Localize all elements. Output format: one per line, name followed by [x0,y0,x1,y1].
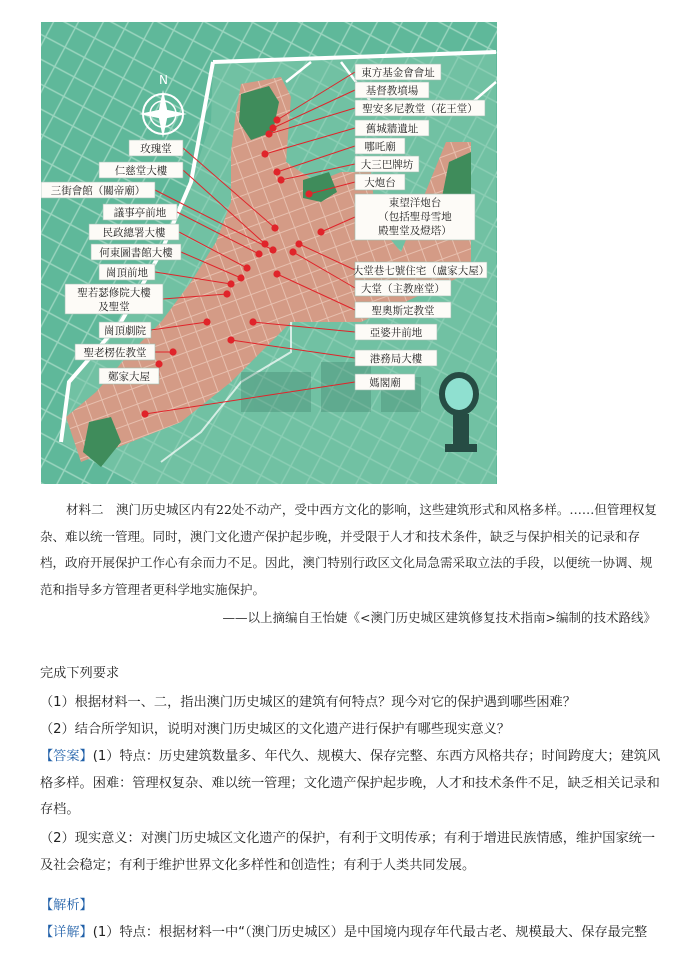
place-label-text: 大炮台 [364,177,396,189]
place-label-text: 舊城牆遺址 [365,123,419,135]
place-marker [261,150,268,157]
place-marker [243,264,250,271]
place-marker [227,280,234,287]
place-label-text: 仁慈堂大樓 [114,165,168,177]
place-label [355,156,419,172]
place-label-text: 崗頂前地 [106,267,148,279]
place-label-text: 聖安多尼教堂（花王堂） [362,103,478,115]
place-label [99,322,151,338]
place-marker [269,246,276,253]
material-two-source: ——以上摘编自王怡婕《<澳门历史城区建筑修复技术指南>编制的技术路线》 [222,610,656,625]
place-marker [271,224,278,231]
place-label-text: 三街會館（關帝廟） [50,185,146,197]
place-marker [261,240,268,247]
place-label-text: 東方基金會會址 [361,67,435,79]
place-label [65,284,163,314]
place-label [99,162,183,178]
detail-text: (1）特点：根据材料一中“（澳门历史城区）是中国境内现存年代最古老、规模最大、保存最完整 [92,925,648,940]
place-label [99,368,159,384]
place-label [129,140,183,156]
place-label [355,138,405,154]
place-label-text: 殿聖堂及燈塔） [378,225,452,237]
place-label [355,174,405,190]
place-label-text: 鄭家大屋 [108,371,150,383]
place-label [355,82,429,98]
material-two-paragraph: 材料二 澳门历史城区内有22处不动产，受中西方文化的影响，这些建筑形式和风格多样。……但管理权复杂、难以统一管理。同时，澳门文化遗产保护起步晚，并受限于人才和技术条件，缺乏与保护相关的记录和存档，政府开展保护工作心有余而力不足。因此，澳门特别行政区文化局急需采取立法的手段，以便统一协调、规范和指导多方管理者更科学地实施保护。 [40,502,657,597]
place-marker [255,250,262,257]
answer-two: （2）现实意义：对澳门历史城区文化遗产的保护，有利于文明传承；有利于增进民族情感，维护国家统一及社会稳定；有利于维护世界文化多样性和创造性；有利于人类共同发展。 [40,831,656,873]
answer-tag: 【答案】 [40,749,93,764]
place-label-text: 崗頂劇院 [104,325,146,337]
place-label [355,64,441,80]
place-label-text: 民政總署大樓 [102,227,166,239]
place-label-text: 玫瑰堂 [140,143,172,155]
task-heading: 完成下列要求 [40,666,120,681]
question-one: （1）根据材料一、二，指出澳门历史城区的建筑有何特点？现今对它的保护遇到哪些困难？ [40,695,576,710]
place-label [99,264,155,280]
place-marker [203,318,210,325]
place-label [355,324,437,340]
place-marker [289,248,296,255]
place-label [41,182,155,198]
place-marker [223,290,230,297]
place-label-text: 大三巴牌坊 [360,159,414,171]
historic-district-map [41,22,497,484]
place-label-text: 聖老楞佐教堂 [83,347,147,359]
place-label [355,194,475,240]
place-marker [273,168,280,175]
place-label [355,100,485,116]
place-label-text: 聖奧斯定教堂 [371,305,435,317]
place-label-text: 媽閣廟 [369,377,401,389]
place-label [355,280,451,296]
place-label-text: 聖若瑟修院大樓 [77,287,151,299]
place-marker [169,348,176,355]
place-label [75,344,155,360]
material-two [40,497,664,632]
place-marker [237,274,244,281]
place-label [91,244,181,260]
place-label-text: 港務局大樓 [369,353,423,365]
place-label [355,374,415,390]
place-marker [227,336,234,343]
place-marker [305,190,312,197]
place-marker [295,240,302,247]
place-label-text: 大堂巷七號住宅（盧家大屋） [352,265,490,277]
place-marker [273,270,280,277]
place-label [103,204,177,220]
answer-one [40,744,662,824]
place-label [355,302,451,318]
place-marker [317,228,324,235]
place-marker [155,360,162,367]
analysis-detail [40,920,662,947]
place-label-text: 東望洋炮台 [388,197,442,209]
compass-label: N [159,73,168,87]
place-label-text: 亞婆井前地 [369,327,423,339]
place-marker [273,116,280,123]
place-marker [265,130,272,137]
place-label-text: 何東圖書館大樓 [99,247,173,259]
place-label [355,120,429,136]
place-label-text: 哪吒廟 [364,141,396,153]
answer-one-text: (1）特点：历史建筑数量多、年代久、规模大、保存完整、东西方风格共存；时间跨度大；建筑风格多样。困难：管理权复杂、难以统一管理；文化遗产保护起步晚，人才和技术条件不足，缺乏相关记录和存档。 [40,749,661,817]
place-label [89,224,179,240]
analysis-tag: 【解析】 [40,898,93,913]
place-marker [141,410,148,417]
place-label [353,262,490,278]
question-two: （2）结合所学知识，说明对澳门历史城区的文化遗产进行保护有哪些现实意义？ [40,722,510,737]
place-marker [269,124,276,131]
place-label-text: 基督教墳場 [365,85,419,97]
place-label-text: （包括聖母雪地 [378,211,452,223]
place-label-text: 及聖堂 [98,301,130,313]
place-marker [249,318,256,325]
detail-tag: 【详解】 [40,925,93,940]
place-marker [277,176,284,183]
place-label-text: 議事亭前地 [113,207,167,219]
place-label-text: 大堂（主教座堂） [361,283,445,295]
place-label [355,350,437,366]
